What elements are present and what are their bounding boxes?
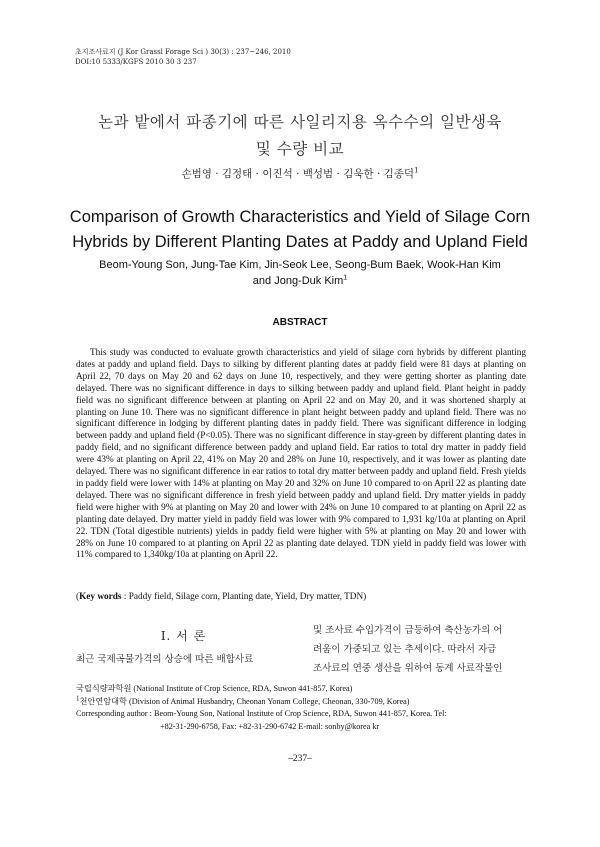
footnote-affiliation-2: [76, 693, 536, 709]
intro-right-line3: 조사료의 연중 생산을 위하여 동계 사료작물인: [313, 663, 503, 674]
korean-title-line1: 논과 밭에서 파종기에 따른 사일리지용 옥수수의 일반생육: [98, 113, 502, 131]
right-column: [313, 621, 526, 678]
keywords: (Key words : Paddy field, Silage corn, Planting date, Yield, Dry matter, TDN): [76, 592, 367, 602]
footnotes: [76, 683, 536, 733]
english-authors-line1: Beom-Young Son, Jung-Tae Kim, Jin-Seok Lee, Seong-Bum Baek, Wook-Han Kim: [99, 259, 501, 271]
keywords-label: Key words: [79, 592, 122, 602]
intro-left-line1: 최근 국제곡물가격의 상승에 따른 배합사료: [76, 654, 254, 665]
footnote-affil2-text: 천안연암대학 (Division of Animal Husbandry, Cheonan Yonam College, Cheonan, 330-709, Korea): [79, 696, 410, 706]
footnote-affiliation: 국립식량과학원 (National Institute of Crop Science, RDA, Suwon 441-857, Korea): [76, 684, 353, 693]
footnote-corresponding: Corresponding author : Beom-Young Son, National Institute of Crop Science, RDA, Suwon 441-857, Korea. Tel:: [76, 709, 447, 718]
doi: DOI:10 5333/KGFS 2010 30 3 237: [75, 58, 197, 66]
korean-affil-mark: 1: [414, 166, 419, 175]
english-author-last: and Jong-Duk Kim: [252, 275, 344, 287]
journal-header: [75, 47, 291, 67]
left-column: [76, 650, 306, 670]
footnote-contact: +82-31-290-6758, Fax: +82-31-290-6742 E-mail: sonby@korea kr: [160, 721, 380, 731]
english-authors-line2: [0, 275, 600, 287]
english-title-line1: Comparison of Growth Characteristics and Yield of Silage Corn: [69, 208, 531, 226]
section-heading-introduction: Ⅰ. 서 론: [160, 629, 207, 643]
english-affil-mark: 1: [343, 274, 348, 282]
intro-right-line1: 및 조사료 수입가격이 급등하여 축산농가의 어: [313, 625, 503, 636]
abstract-heading: ABSTRACT: [272, 317, 328, 328]
journal-citation: 초지조사료지 (J Kor Grassl Forage Sci ) 30(3) : 237~246, 2010: [75, 48, 291, 56]
footnote-affil2-mark: 1: [76, 693, 80, 702]
english-title-line2: Hybrids by Different Planting Dates at Paddy and Upland Field: [72, 233, 528, 251]
intro-right-line2: 려움이 가중되고 있는 추세이다. 따라서 자급: [313, 644, 497, 655]
korean-authors: [0, 166, 600, 181]
page-number: –237–: [288, 754, 312, 764]
abstract-body: This study was conducted to evaluate growth characteristics and yield of silage corn hybrids by different planting dates at paddy and upland field. Days to silking by different planting dates at paddy field were 81 days at planting on April 22, 70 days on May 20 and 62 days on June 10, respectively, and they were getting shorter as planting date delayed. There was no significant difference in days to silking between paddy and upland field. Plant height in paddy field was no significant difference between at planting on April 22 and on May 20, and it was shortened sharply at planting on June 10. There was no significant difference in plant height between paddy and upland field. There was no significant difference in lodging by different planting dates in paddy field. There was significant difference in lodging between paddy and upland field (P<0.05). There was no significant difference in stay-green by different planting dates in paddy field, and no significant difference between paddy and upland field. Ear ratios to total dry matter in paddy field were 43% at planting on April 22, 41% on May 20 and 28% on June 10, respectively, and it was lower as planting date delayed. There was no significant difference in ear ratios to total dry matter between paddy and upland field. Fresh yields in paddy field were lower with 14% at planting on May 20 and 32% on June 10 compared to on April 22 as planting date delayed. There was no significant difference in fresh yield between paddy and upland field. Dry matter yields in paddy field were higher with 9% at planting on May 20 and lower with 24% on June 10 compared to at planting on April 22 as planting date delayed. Dry matter yield in paddy field was lower with 9% compared to 1,931 kg/10a at planting on April 22. TDN (Total digestible nutrients) yields in paddy field were higher with 5% at planting on May 20 and lower with 28% on June 10 compared to at planting on April 22 as planting date delayed. TDN yield in paddy field was lower with 11% compared to 1,340kg/10a at planting on April 22.: [76, 348, 526, 561]
keywords-text: Paddy field, Silage corn, Planting date, Yield, Dry matter, TDN: [128, 592, 364, 602]
korean-title-line2: 및 수량 비교: [255, 140, 345, 158]
korean-author-names: 손범영 · 김정태 · 이진석 · 백성범 · 김욱한 · 김종덕: [181, 168, 415, 180]
